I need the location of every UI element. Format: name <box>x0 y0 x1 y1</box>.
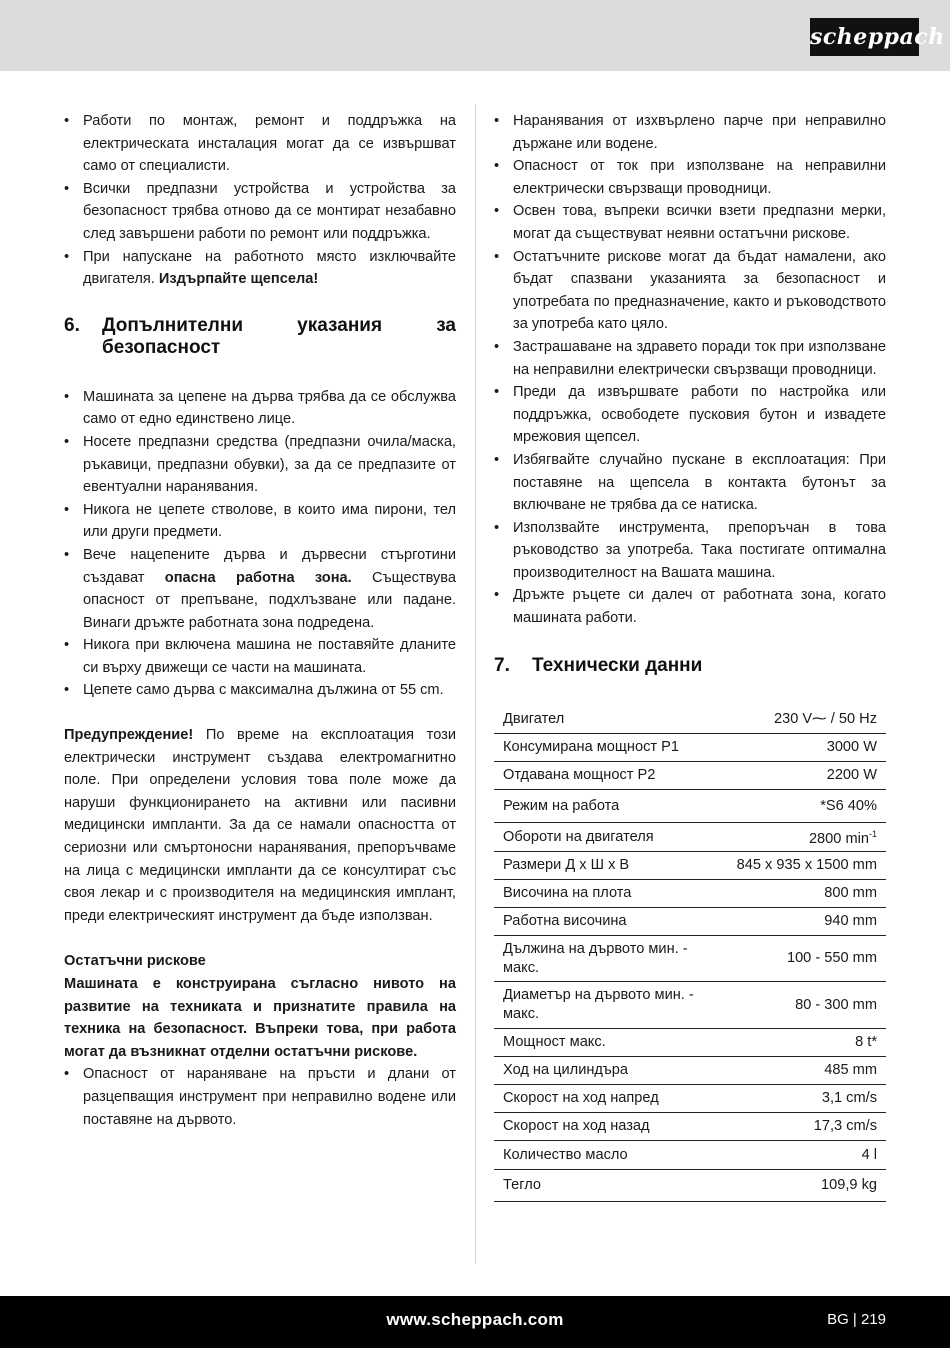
spec-label: Количество масло <box>494 1141 728 1170</box>
website-url: www.scheppach.com <box>386 1310 564 1329</box>
spec-value <box>728 1057 886 1085</box>
residual-risks-list <box>64 1063 456 1131</box>
table-row <box>494 1029 886 1057</box>
spec-value-text: 109,9 kg <box>821 1177 877 1194</box>
residual-risks-heading: Остатъчни рискове <box>64 953 206 970</box>
spec-value <box>728 706 886 734</box>
spec-label: Мощност макс. <box>494 1029 728 1057</box>
spec-value-text: 100 - 550 mm <box>786 950 877 967</box>
list-item: • Остатъчните рискове могат да бъдат намалени, ако бъдат спазвани указанията за безопасност и употребата по предназначение, както и ръководството за употреба като цяло. <box>494 246 886 336</box>
spec-label: Тегло <box>494 1170 728 1202</box>
table-row <box>494 1113 886 1141</box>
spec-label: Скорост на ход назад <box>494 1113 728 1141</box>
spec-value-text: *S6 40% <box>820 797 877 814</box>
spec-value <box>728 762 886 790</box>
table-row <box>494 936 886 982</box>
spec-label: Диаметър на дървото мин. - макс. <box>494 982 728 1029</box>
spec-label: Работна височина <box>494 908 728 936</box>
list-item: • Никога не цепете стволове, в които има пирони, тел или други предмети. <box>64 499 456 544</box>
left-column <box>64 110 456 1131</box>
section-title: Технически данни <box>532 654 703 676</box>
residual-risks-list-continued <box>494 110 886 630</box>
spec-value-text: 8 t* <box>855 1034 877 1051</box>
additional-safety-list <box>64 386 456 702</box>
safety-list-top <box>64 110 456 291</box>
spec-value <box>728 1141 886 1170</box>
spec-value <box>728 1085 886 1113</box>
list-item: • Никога при включена машина не поставяйте дланите си върху движещи се части на машината. <box>64 634 456 679</box>
table-row <box>494 852 886 880</box>
unplug-warning: Издърпайте щепсела! <box>158 271 319 288</box>
table-row <box>494 1057 886 1085</box>
list-item: • Всички предпазни устройства и устройства за безопасност трябва отново да се монтират незабавно след завършени работи по ремонт или поддръжка. <box>64 178 456 246</box>
scheppach-logo: scheppach <box>810 18 919 56</box>
table-row <box>494 1141 886 1170</box>
section-number: 7. <box>494 654 510 676</box>
spec-value-text: 17,3 cm/s <box>813 1118 877 1135</box>
list-item-text: Вече нацепените дърва и дървесни стърготини създават <box>83 546 456 586</box>
table-row <box>494 880 886 908</box>
list-item: • Машината за цепене на дърва трябва да се обслужва само от едно единствено лице. <box>64 386 456 431</box>
right-column <box>494 110 886 1202</box>
column-divider <box>475 104 476 1264</box>
spec-value-superscript: -1 <box>868 829 877 840</box>
list-item: • Дръжте ръцете си далеч от работната зона, когато машината работи. <box>494 584 886 629</box>
spec-value <box>728 1029 886 1057</box>
spec-value-text: 485 mm <box>824 1062 877 1079</box>
list-item: • Носете предпазни средства (предпазни очила/маска, ръкавици, предпазни обувки), за да се предпазите от евентуални наранявания. <box>64 431 456 499</box>
list-item: • Преди да извършвате работи по настройка или поддръжка, освободете пусковия бутон и извадете мрежовия щепсел. <box>494 381 886 449</box>
spec-value-text: 800 mm <box>824 885 877 902</box>
spec-value <box>728 880 886 908</box>
section-title: Допълнителни указания за безопасност <box>102 314 456 358</box>
list-item: • Застрашаване на здравето поради ток при използване на неправилни електрически свързващи проводници. <box>494 336 886 381</box>
list-item: • Освен това, въпреки всички взети предпазни мерки, могат да съществуват неявни остатъчни рискове. <box>494 200 886 245</box>
danger-zone-text: опасна работна зона. <box>164 569 352 586</box>
spec-value-text: 2800 min <box>808 831 869 848</box>
list-item-text: При напускане на работното място изключвайте двигателя. <box>83 248 456 288</box>
list-item: • Цепете само дърва с максимална дължина от 55 cm. <box>64 679 456 702</box>
section-7-heading <box>494 655 886 677</box>
table-row <box>494 982 886 1029</box>
table-row <box>494 790 886 823</box>
table-row <box>494 908 886 936</box>
spec-value <box>728 790 886 823</box>
spec-label: Дължина на дървото мин. - макс. <box>494 936 728 982</box>
warning-text: По време на експлоатация този електрически инструмент създава електромагнитно поле. При определени условия това поле може да наруши функционирането на активни или пасивни медицински импланти. За да се намали опасността от сериозни или смъртоносни наранявания, препоръчваме на лица с медицински импланти да се консултират със своя лекар и с производителя на медицинския имплант, преди електрическият инструмент да бъде използван. <box>64 727 456 924</box>
spec-value-text: 230 V⁓ / 50 Hz <box>773 710 877 727</box>
spec-value <box>728 1170 886 1202</box>
spec-value-text: 845 x 935 x 1500 mm <box>736 857 877 874</box>
spec-value <box>728 823 886 852</box>
list-item <box>64 544 456 634</box>
spec-value <box>728 908 886 936</box>
technical-data-body <box>494 706 886 1202</box>
header-bar <box>0 0 950 71</box>
spec-label: Режим на работа <box>494 790 728 823</box>
spec-value <box>728 982 886 1029</box>
table-row <box>494 823 886 852</box>
table-row <box>494 1170 886 1202</box>
spec-value <box>728 852 886 880</box>
spec-label: Двигател <box>494 706 728 734</box>
emf-warning-paragraph <box>64 724 456 927</box>
list-item: • Работи по монтаж, ремонт и поддръжка на електрическата инсталация могат да се извършват само от специалисти. <box>64 110 456 178</box>
list-item <box>64 246 456 291</box>
spec-value-text: 3000 W <box>826 739 877 756</box>
table-row <box>494 734 886 762</box>
list-item: • Избягвайте случайно пускане в експлоатация: При поставяне на щепсела в контакта бутонът за включване не трябва да се натиска. <box>494 449 886 517</box>
table-row <box>494 1085 886 1113</box>
technical-data-table <box>494 706 886 1203</box>
spec-label: Размери Д х Ш х В <box>494 852 728 880</box>
residual-risks-intro: Машината е конструирана съгласно нивото на развитие на техниката и признатите правила на техника на безопасност. Въпреки това, при работа могат да възникнат отделни остатъчни рискове. <box>64 976 456 1060</box>
spec-value-text: 4 l <box>861 1146 877 1163</box>
section-6-heading <box>64 315 456 359</box>
page-number: BG | 219 <box>827 1311 886 1328</box>
table-row <box>494 706 886 734</box>
spec-value-text: 940 mm <box>824 913 877 930</box>
spec-value-text: 3,1 cm/s <box>821 1090 877 1107</box>
list-item-text: Съществува опасност от препъване, подхлъзване или падане. Винаги дръжте работната зона подредена. <box>83 569 457 631</box>
spec-value <box>728 936 886 982</box>
table-row <box>494 762 886 790</box>
list-item: • Използвайте инструмента, препоръчан в това ръководство за употреба. Така постигате оптимална производителност на Вашата машина. <box>494 517 886 585</box>
section-number: 6. <box>64 314 80 336</box>
list-item: • Опасност от ток при използване на неправилни електрически свързващи проводници. <box>494 155 886 200</box>
spec-label: Ход на цилиндъра <box>494 1057 728 1085</box>
spec-label: Отдавана мощност P2 <box>494 762 728 790</box>
footer-bar <box>0 1296 950 1348</box>
spec-value-text: 2200 W <box>826 767 877 784</box>
warning-label: Предупреждение! <box>64 727 194 744</box>
spec-label: Височина на плота <box>494 880 728 908</box>
list-item: • Наранявания от изхвърлено парче при неправилно държане или водене. <box>494 110 886 155</box>
spec-value <box>728 1113 886 1141</box>
list-item: • Опасност от нараняване на пръсти и длани от разцепващия инструмент при неправилно водене или поставяне на дървото. <box>64 1063 456 1131</box>
spec-label: Скорост на ход напред <box>494 1085 728 1113</box>
spec-value-text: 80 - 300 mm <box>795 996 877 1013</box>
spec-label: Консумирана мощност P1 <box>494 734 728 762</box>
spec-value <box>728 734 886 762</box>
spec-label: Обороти на двигателя <box>494 823 728 852</box>
